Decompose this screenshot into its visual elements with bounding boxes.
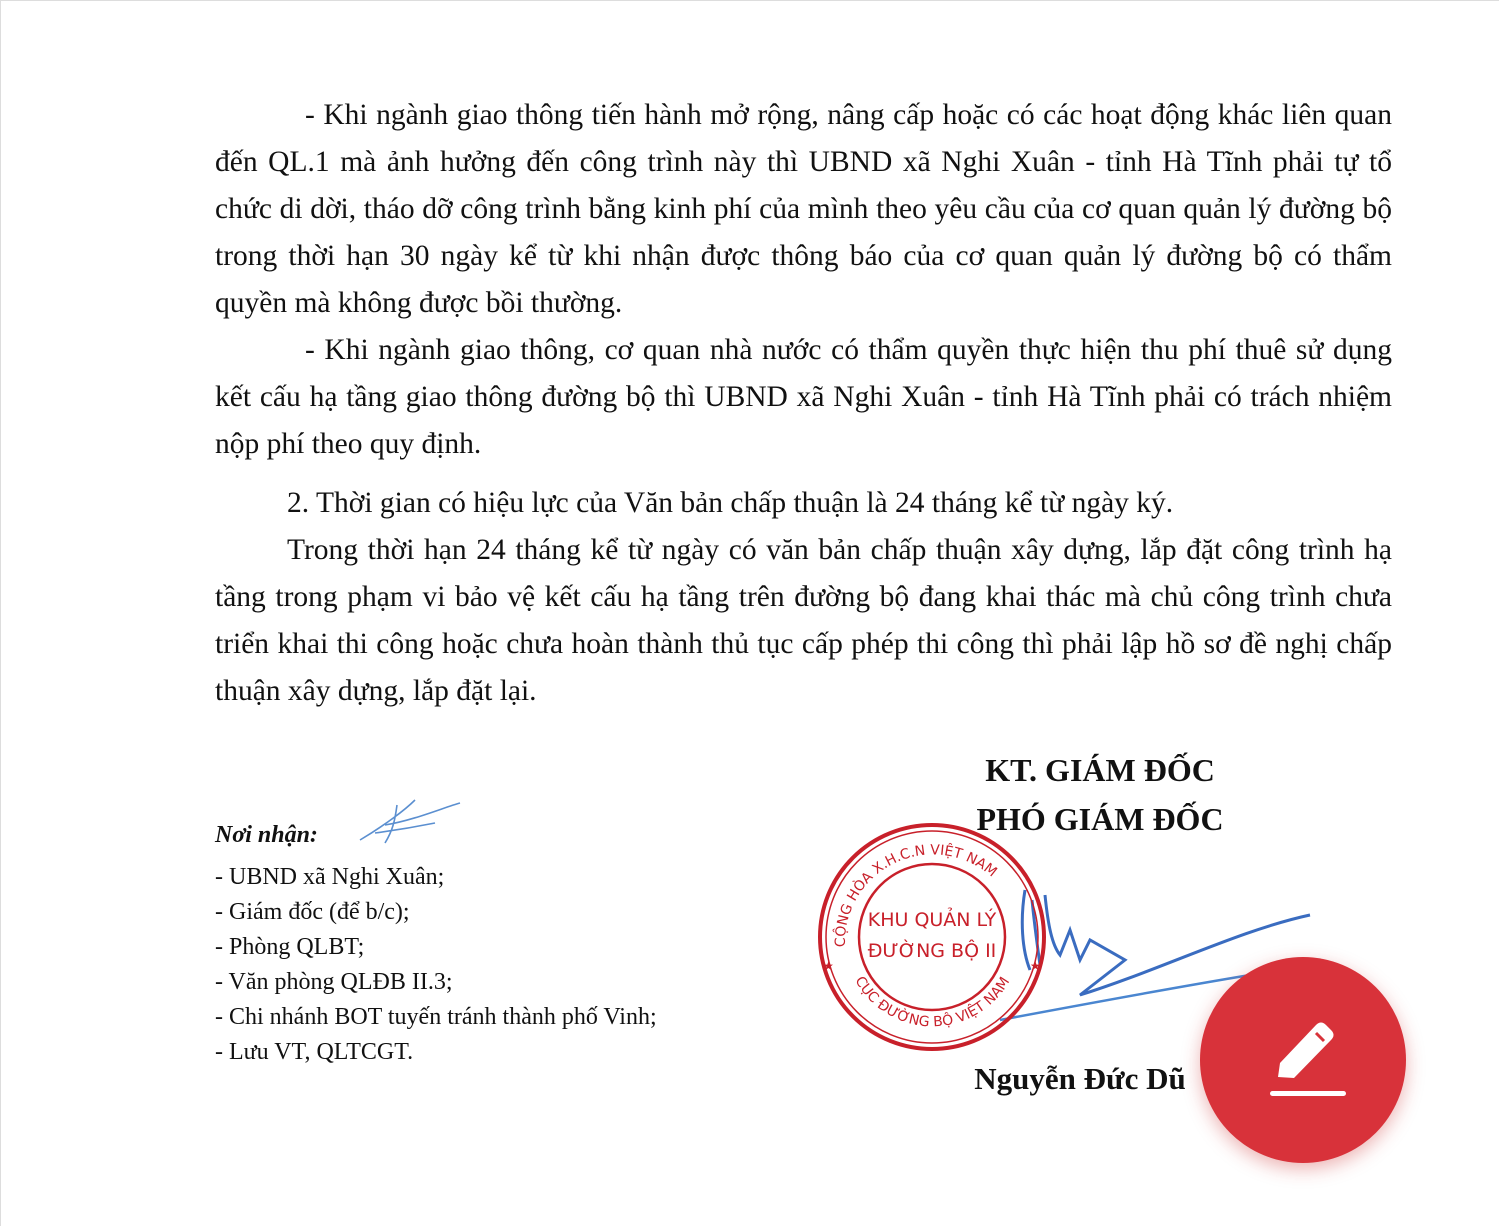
recipient-item: - Lưu VT, QLTCGT. (215, 1039, 414, 1065)
stamp-outer-top: CỘNG HÒA X.H.C.N VIỆT NAM (832, 842, 1000, 948)
star-icon: ★ (1030, 959, 1041, 973)
signature-title-1: KT. GIÁM ĐỐC (985, 752, 1215, 788)
recipient-item: - Văn phòng QLĐB II.3; (215, 969, 453, 995)
recipient-item: - UBND xã Nghi Xuân; (215, 864, 445, 890)
stamp-center-1: KHU QUẢN LÝ (867, 909, 997, 931)
signer-name: Nguyễn Đức Dũ (974, 1061, 1186, 1096)
paragraph: Trong thời hạn 24 tháng kể từ ngày có văn bản chấp thuận xây dựng, lắp đặt công trình hạ tầng trong phạm vi bảo vệ kết cấu hạ tầng trên đường bộ đang khai thác mà chủ công trình chưa triển khai thi công hoặc chưa hoàn thành thủ tục cấp phép thi công thì phải lập hồ sơ đề nghị chấp thuận xây dựng, lắp đặt lại. (215, 534, 1392, 707)
recipient-item: - Chi nhánh BOT tuyến tránh thành phố Vinh; (215, 1004, 657, 1030)
star-icon: ★ (823, 959, 834, 973)
recipients-title: Nơi nhận: (215, 822, 318, 848)
official-stamp (815, 820, 1050, 1055)
stamp-center-2: ĐƯỜNG BỘ II (867, 940, 997, 962)
paragraph: 2. Thời gian có hiệu lực của Văn bản chấp thuận là 24 tháng kể từ ngày ký. (287, 487, 1174, 519)
recipient-item: - Giám đốc (để b/c); (215, 899, 410, 925)
stamp-outer-bottom: CỤC ĐƯỜNG BỘ VIỆT NAM (851, 973, 1014, 1031)
pencil-icon (1258, 1015, 1348, 1105)
recipients-block (215, 818, 657, 1070)
document-body (215, 92, 1392, 715)
initials-mark (355, 795, 465, 850)
paragraph: - Khi ngành giao thông tiến hành mở rộng, nâng cấp hoặc có các hoạt động khác liên quan đến QL.1 mà ảnh hưởng đến công trình này thì UBND xã Nghi Xuân - tỉnh Hà Tĩnh phải tự tổ chức di dời, tháo dỡ công trình bằng kinh phí của mình theo yêu cầu của cơ quan quản lý đường bộ trong thời hạn 30 ngày kể từ khi nhận được thông báo của cơ quan quản lý đường bộ có thẩm quyền mà không được bồi thường. (215, 99, 1392, 319)
paragraph: - Khi ngành giao thông, cơ quan nhà nước có thẩm quyền thực hiện thu phí thuê sử dụng kết cấu hạ tầng giao thông đường bộ thì UBND xã Nghi Xuân - tỉnh Hà Tĩnh phải có trách nhiệm nộp phí theo quy định. (215, 334, 1392, 460)
signature-title-2: PHÓ GIÁM ĐỐC (976, 801, 1224, 837)
edit-fab-button[interactable] (1200, 957, 1406, 1163)
recipient-item: - Phòng QLBT; (215, 934, 365, 960)
